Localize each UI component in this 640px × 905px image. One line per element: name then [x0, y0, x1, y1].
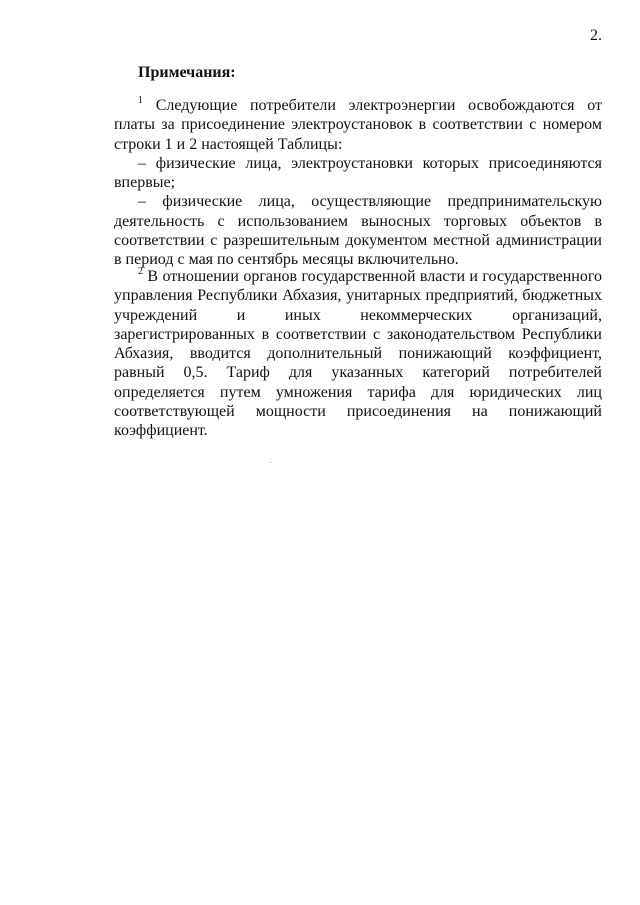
- footnote-1-marker: 1: [138, 94, 143, 106]
- notes-heading: Примечания:: [138, 64, 236, 81]
- page-number: 2.: [590, 27, 602, 44]
- footnote-1-intro-text: Следующие потребители электроэнергии освобождаются от платы за присоединение электроустановок в соответствии с номером строки 1 и 2 настоящей Таблицы:: [114, 97, 603, 153]
- footnote-2-paragraph: [114, 267, 602, 441]
- scan-speck: [270, 462, 271, 463]
- footnote-2: [114, 267, 602, 441]
- footnote-1-item-2: – физические лица, осуществляющие предпринимательскую деятельность с использованием выносных торговых объектов в соответствии с разрешительным документом местной администрации в период с мая по сентябрь месяцы включительно.: [114, 193, 602, 269]
- footnote-1: [114, 96, 602, 270]
- footnote-2-text: В отношении органов государственной власти и государственного управления Республики Абхазия, унитарных предприятий, бюджетных учреждений и иных некоммерческих организаций, зарегистрированных в соответствии с законодательством Республики Абхазия, вводится дополнительный понижающий коэффициент, равный 0,5. Тариф для указанных категорий потребителей определяется путем умножения тарифа для юридических лиц соответствующей мощности присоединения на понижающий коэффициент.: [114, 268, 603, 440]
- footnote-1-item-1: – физические лица, электроустановки которых присоединяются впервые;: [114, 154, 602, 192]
- footnote-2-marker: 2: [138, 265, 143, 277]
- footnote-1-intro: [114, 96, 602, 154]
